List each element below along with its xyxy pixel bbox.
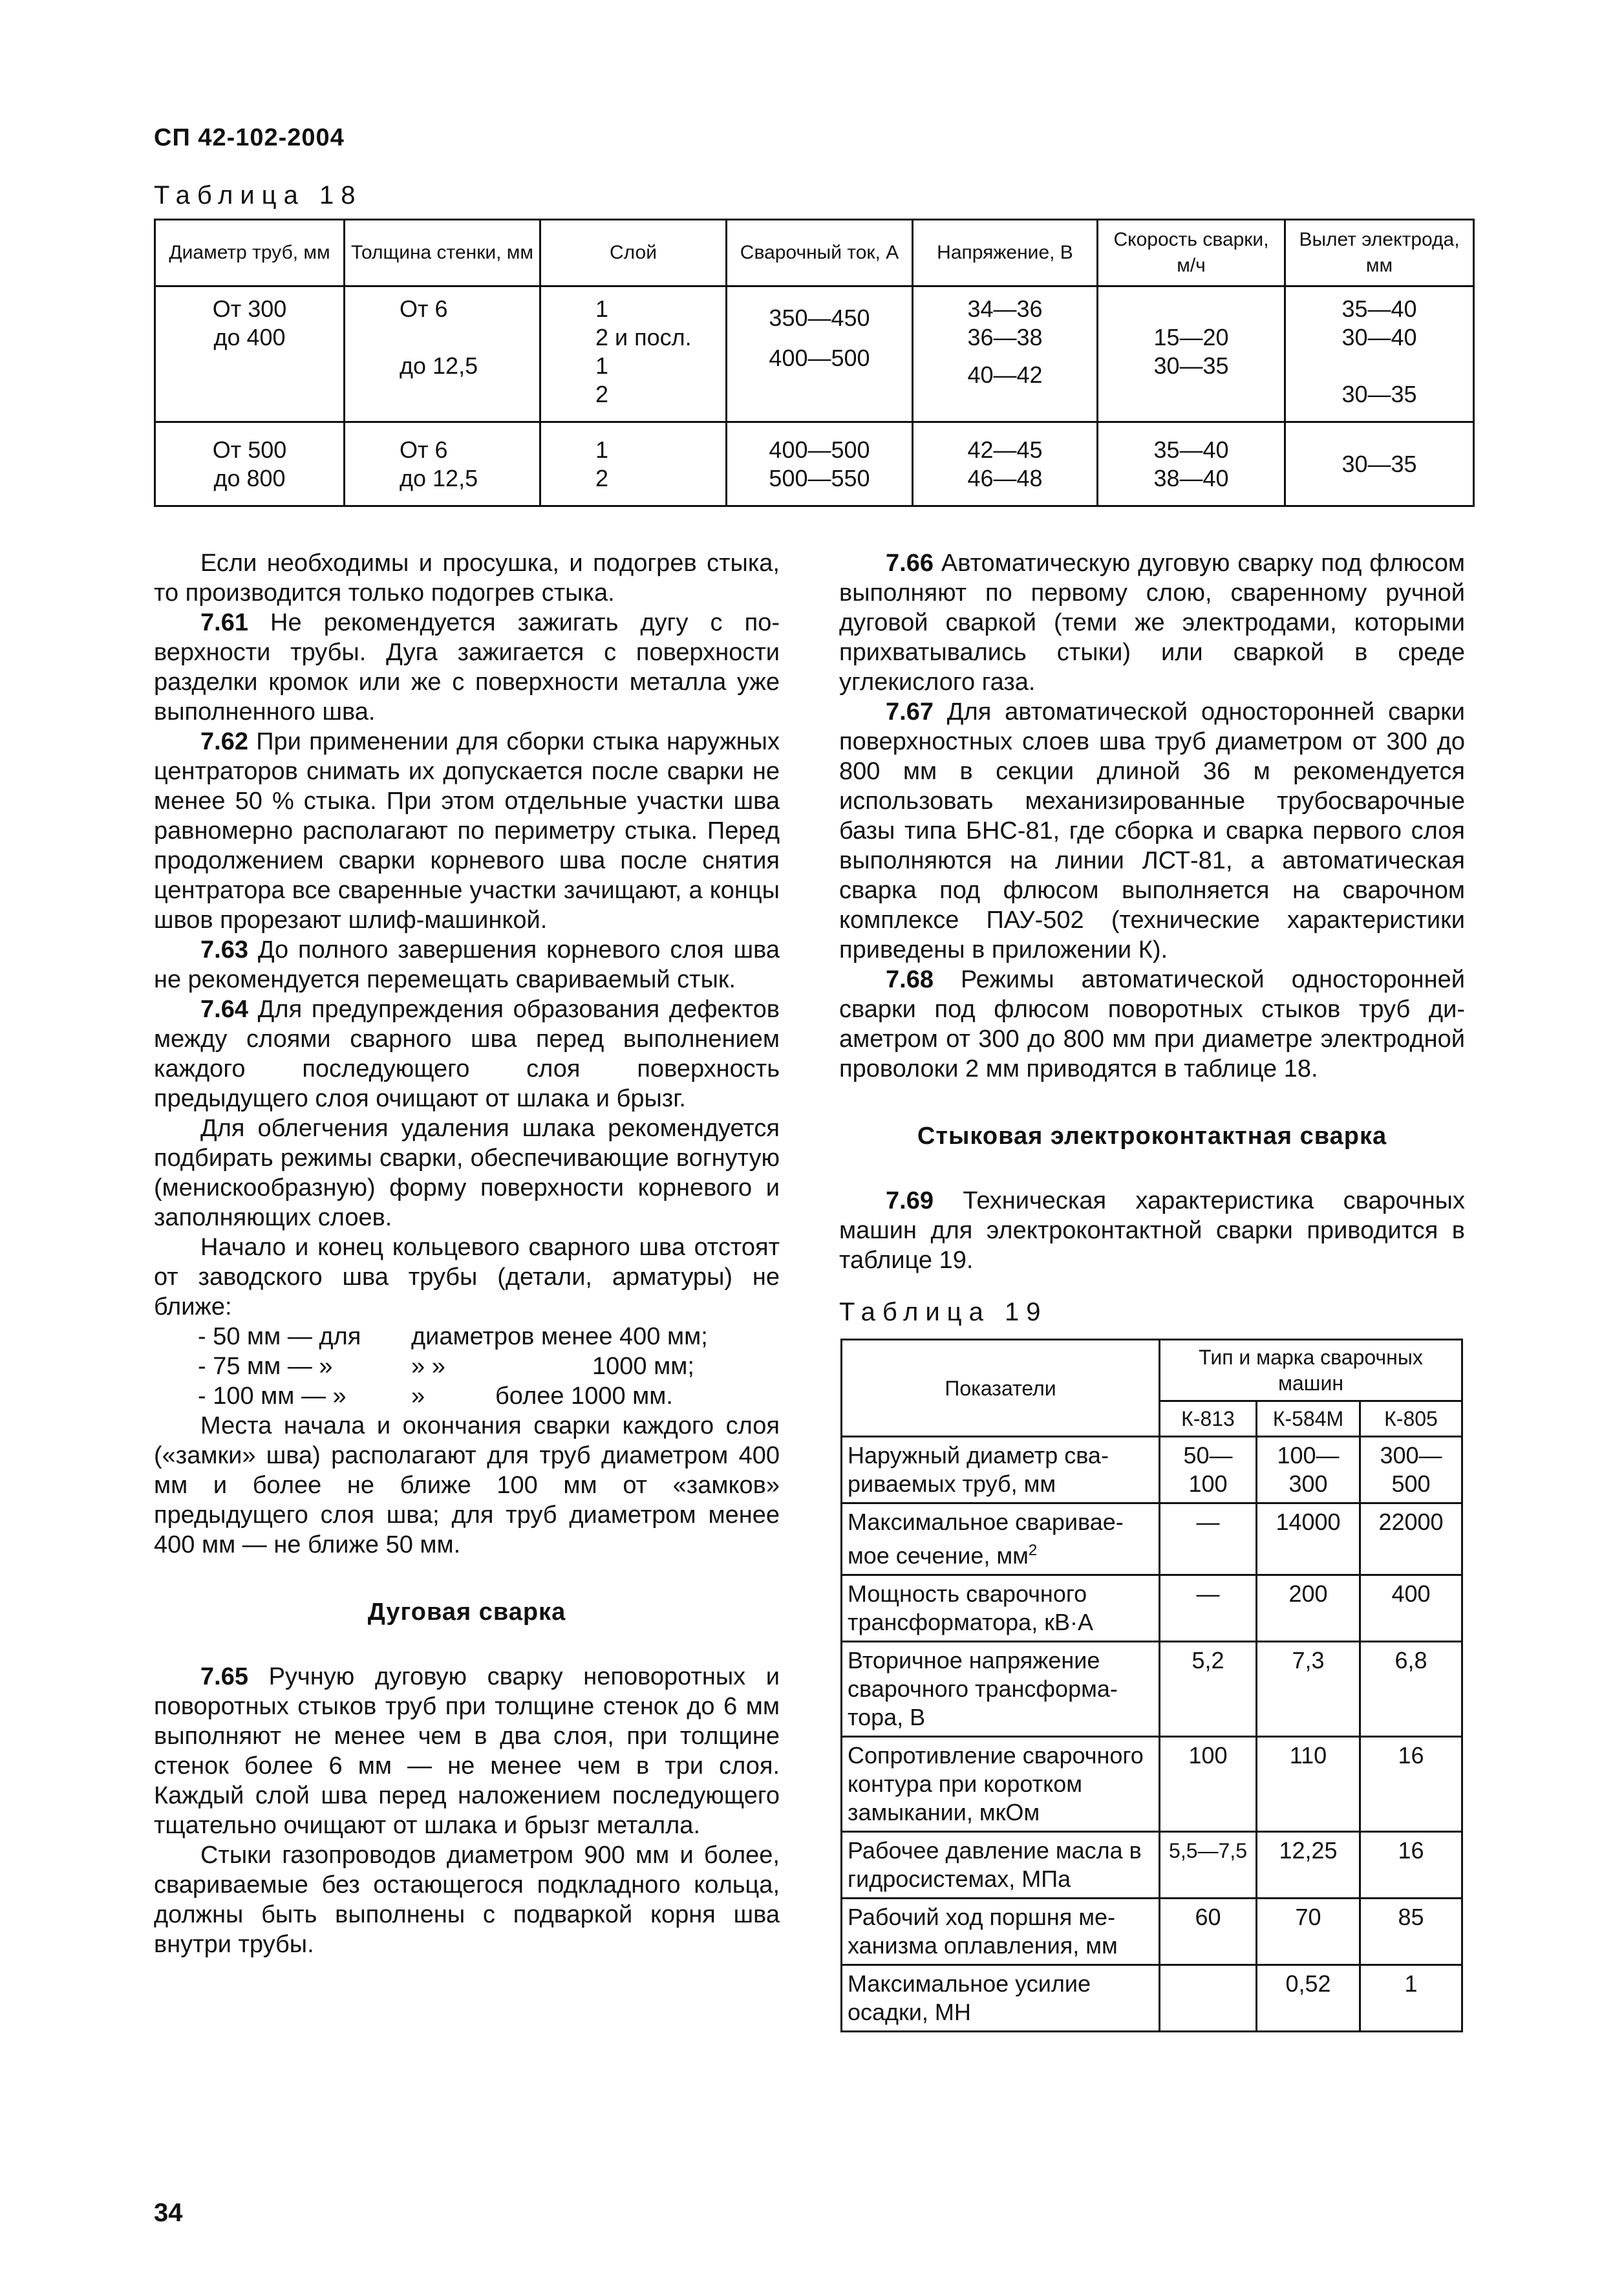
table19-header-type: Тип и марка сварочных машин [1160, 1340, 1462, 1401]
clause-7-62: 7.62 При применении для сборки стыка наружных центраторов снимать их допускается после сварки не менее 50 % стыка. При этом отдельные участки шва равномерно располагают по периметру стыка. Перед продолжением сварки корневого шва после снятия центратора все сваренные участки зачищают, а концы швов прорезают шлиф-машинкой. [154, 728, 780, 934]
row-label: Рабочее давление масла в гидросистемах, МПа [842, 1832, 1160, 1899]
table-row [842, 1503, 1462, 1575]
table-row [842, 1737, 1462, 1832]
table-row [842, 1437, 1462, 1503]
row-label: Мощность сварочного трансформатора, кВ·А [842, 1575, 1160, 1642]
table-cell: От 300 до 400 [155, 286, 345, 422]
table-cell: 16 [1360, 1737, 1462, 1832]
clause-7-65: 7.65 Ручную дуговую сварку неповоротных и поворотных стыков труб при толщине стенок до 6 мм выполняют не менее чем в два слоя, при толщине стенок более 6 мм — не менее чем в три слоя. Каждый слой шва перед наложением последующего тщательно очищают от шлака и брызг металла. [154, 1663, 780, 1839]
clause-7-67: 7.67 Для автоматической односторонней сварки поверхностных слоев шва труб диаметром от 300 до 800 мм в секции длиной 36 м рекомендуется использовать механизированные трубосварочные базы типа БНС-81, где сборка и сварка первого слоя выполняются на линии ЛСТ-81, а автоматическая сварка под флюсом выполняется на сварочном комплексе ПАУ-502 (технические характеристики приведены в приложении К). [839, 698, 1465, 963]
table-cell: 70 [1257, 1899, 1360, 1965]
table-cell: От 6 до 12,5 [345, 422, 540, 506]
table-cell: 35—40 38—40 [1098, 422, 1285, 506]
page-number: 34 [154, 2199, 183, 2227]
table-cell: 14000 [1257, 1503, 1360, 1575]
table-cell: 60 [1160, 1899, 1257, 1965]
document-id: СП 42-102-2004 [154, 124, 345, 151]
table-cell: 5,2 [1160, 1642, 1257, 1737]
table18-header-diameter: Диаметр труб, мм [155, 220, 345, 286]
table19-caption: Таблица 19 [839, 1298, 1048, 1326]
table-row [842, 1832, 1462, 1899]
table-cell: 12,25 [1257, 1832, 1360, 1899]
table-cell: 1 [1360, 1965, 1462, 2032]
paragraph: Стыки газопроводов диаметром 900 мм и более, свариваемые без остающегося подкладного кольца, должны быть выполнены с подваркой корня шва внутри трубы. [154, 1842, 780, 1958]
table-row [155, 286, 1474, 422]
table18 [154, 219, 1475, 507]
table19-header-indicators: Показатели [842, 1340, 1160, 1437]
row-label: Сопротивление сварочного контура при коротком замыкании, мкОм [842, 1737, 1160, 1832]
table-cell: 5,5—7,5 [1160, 1832, 1257, 1899]
clause-7-64: 7.64 Для предупреждения образования дефектов между слоями сварного шва перед выполнением каждого последующего слоя поверхность предыдущего слоя очищают от шлака и брызг. [154, 996, 780, 1112]
table-cell: От 500 до 800 [155, 422, 345, 506]
table-cell: 6,8 [1360, 1642, 1462, 1737]
distance-item: - 75 мм — » » » 1000 мм; [198, 1353, 694, 1380]
table19-header-row [842, 1340, 1462, 1401]
table-cell: 1 2 [540, 422, 727, 506]
row-label: Вторичное напряжение сварочного трансформатора, В [842, 1642, 1160, 1737]
table-cell: — [1160, 1503, 1257, 1575]
table-cell: 200 [1257, 1575, 1360, 1642]
paragraph: Для облегчения удаления шлака рекомендуется подбирать режимы сварки, обеспечивающие вогнутую (менискообразную) форму поверхности корневого и заполняющих слоев. [154, 1115, 780, 1231]
clause-7-63: 7.63 До полного завершения корневого слоя шва не рекомендуется перемещать свариваемый стык. [154, 936, 780, 993]
table-cell: 7,3 [1257, 1642, 1360, 1737]
machine-name: К-813 [1160, 1401, 1257, 1437]
table-row [155, 422, 1474, 506]
row-label: Максимальное свариваемое сечение, $мм^2$ [842, 1503, 1160, 1575]
table18-header-layer: Слой [540, 220, 727, 286]
row-label: Максимальное усилие осадки, МН [842, 1965, 1160, 2032]
row-label: Наружный диаметр свариваемых труб, мм [842, 1437, 1160, 1503]
paragraph: Начало и конец кольцевого сварного шва отстоят от заводского шва трубы (детали, арматуры) не ближе: [154, 1234, 780, 1320]
table-cell: 300— 500 [1360, 1437, 1462, 1503]
table18-caption: Таблица 18 [154, 181, 363, 210]
table-row [842, 1965, 1462, 2032]
table-cell: 350—450 400—500 [727, 286, 913, 422]
table-cell: 110 [1257, 1737, 1360, 1832]
clause-7-68: 7.68 Режимы автоматической односторонней сварки под флюсом поворотных стыков труб диаметром от 300 до 800 мм при диаметре электродной проволоки 2 мм приводятся в таблице 18. [839, 966, 1465, 1082]
table-cell: 400—500 500—550 [727, 422, 913, 506]
table19 [840, 1339, 1463, 2032]
table18-header-row [155, 220, 1474, 286]
table-cell: 0,52 [1257, 1965, 1360, 2032]
table18-header-thickness: Толщина стенки, мм [345, 220, 540, 286]
section-heading-butt-welding: Стыковая электроконтактная сварка [917, 1123, 1387, 1150]
table-cell: 85 [1360, 1899, 1462, 1965]
table-cell: 16 [1360, 1832, 1462, 1899]
clause-7-69: 7.69 Техническая характеристика сварочных машин для электроконтактной сварки приводится в таблице 19. [839, 1187, 1465, 1274]
row-label: Рабочий ход поршня механизма оплавления, мм [842, 1899, 1160, 1965]
distance-item: - 50 мм — для диаметров менее 400 мм; [198, 1323, 708, 1350]
table-cell: 400 [1360, 1575, 1462, 1642]
machine-name: К-805 [1360, 1401, 1462, 1437]
table18-header-voltage: Напряжение, В [913, 220, 1098, 286]
right-column [839, 548, 1465, 2032]
left-column [154, 548, 780, 1959]
table-cell: 50— 100 [1160, 1437, 1257, 1503]
table-cell: 1 2 и посл. 1 2 [540, 286, 727, 422]
table18-header-speed: Скорость сварки, м/ч [1098, 220, 1285, 286]
table-cell: 30—35 [1285, 422, 1474, 506]
table-cell: 100— 300 [1257, 1437, 1360, 1503]
section-heading-arc-welding: Дуговая сварка [367, 1598, 566, 1626]
table-cell: 22000 [1360, 1503, 1462, 1575]
table18-header-stickout: Вылет электрода, мм [1285, 220, 1474, 286]
paragraph: Если необходимы и просушка, и подогрев стыка, то производится только подогрев стыка. [154, 550, 780, 607]
distance-item: - 100 мм — » » более 1000 мм. [198, 1383, 673, 1410]
table-cell: 35—40 30—40 30—35 [1285, 286, 1474, 422]
table-cell: От 6 до 12,5 [345, 286, 540, 422]
table-cell: 100 [1160, 1737, 1257, 1832]
table-row [842, 1899, 1462, 1965]
clause-7-66: 7.66 Автоматическую дуговую сварку под флюсом выполняют по первому слою, сваренному ручной дуговой сваркой (теми же электродами, которыми прихватывались стыки) или сваркой в среде углекислого газа. [839, 550, 1465, 696]
table-cell: 34—36 36—38 40—42 [913, 286, 1098, 422]
clause-7-61: 7.61 Не рекомендуется зажигать дугу с поверхности трубы. Дуга зажигается с поверхности разделки кромок или же с поверхности металла уже выполненного шва. [154, 609, 780, 726]
table-row [842, 1642, 1462, 1737]
table-cell [1160, 1965, 1257, 2032]
paragraph: Места начала и окончания сварки каждого слоя («замки» шва) располагают для труб диаметром 400 мм и более не ближе 100 мм от «замков» предыдущего слоя шва; для труб диаметром менее 400 мм — не ближе 50 мм. [154, 1412, 780, 1558]
machine-name: К-584М [1257, 1401, 1360, 1437]
table18-header-current: Сварочный ток, А [727, 220, 913, 286]
table-cell: 42—45 46—48 [913, 422, 1098, 506]
table-cell: — [1160, 1575, 1257, 1642]
table-cell: 15—20 30—35 [1098, 286, 1285, 422]
table-row [842, 1575, 1462, 1642]
